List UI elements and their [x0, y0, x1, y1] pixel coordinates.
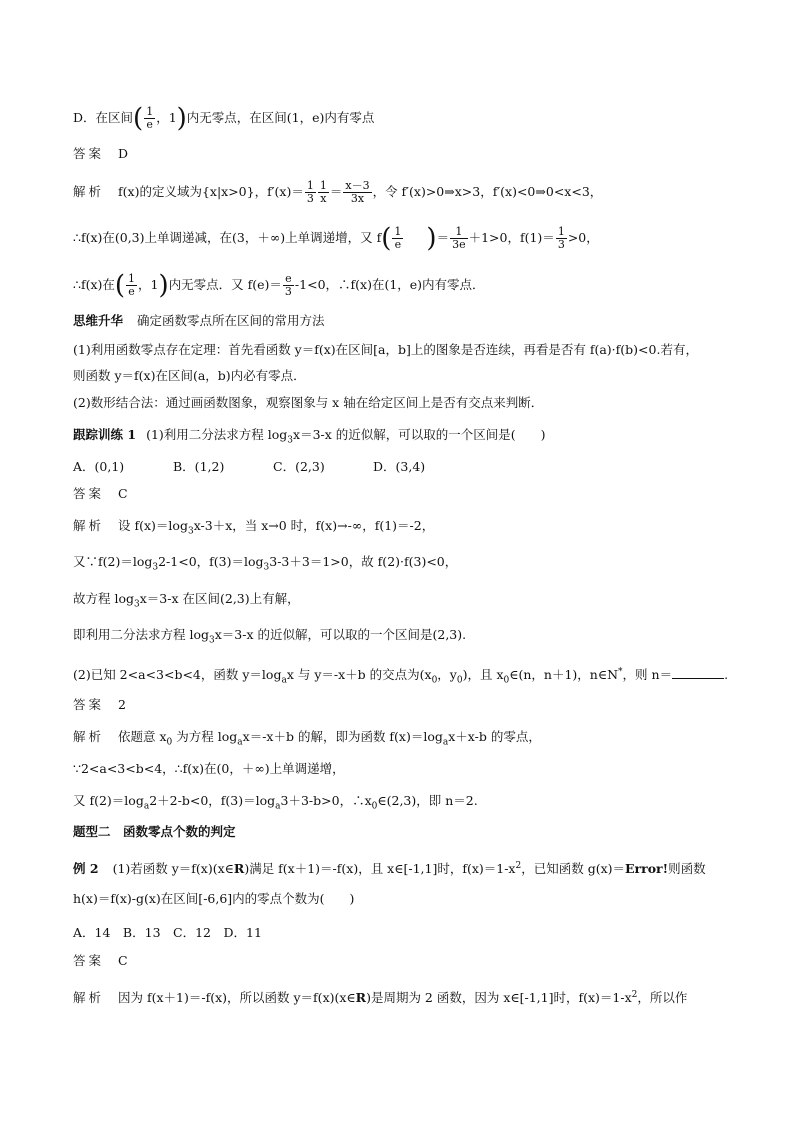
options-line [73, 458, 734, 476]
fraction: $\frac{1}{e}$ [128, 272, 136, 298]
fraction: $\frac{1}{e}$ [394, 225, 402, 251]
question-line: (2)已知 2<a<3<b<4，函数 $y=\log_ax$ 与 y＝-x＋b 的交点为($x_0$，$y_0$)，且 $x_0\in(n$，n＋1)，n∈N*，则 n＝ . [73, 667, 729, 686]
text: 内无零点，在区间(1，e)内有零点 [186, 110, 375, 125]
options-line: A．14 B．13 C．12 D．11 [73, 925, 262, 940]
fraction: $\frac{1}{e}$ [146, 105, 154, 131]
analysis-line: 又 $f(2)=\log_a2+2-b<0$，$f(3)=\log_a3+3-b>0$，$\therefore x_0\in(2,3)$，即 n＝2. [73, 793, 478, 812]
analysis-line: 解析 依题意 $x_0$ 为方程 $\log_ax=-x+b$ 的解，即为函数 $f(x)=\log_ax+x-b$ 的零点， [73, 729, 541, 748]
answer-line [73, 145, 734, 163]
analysis-line: 又$\because f(2)=\log_32-1<0$，$f(3)=\log_33-3+3=1>0$，故 f(2)·f(3)<0， [73, 554, 458, 573]
analysis-line: 解析 f(x)的定义域为{x|x>0}，f′(x)＝ $\frac{1}{3}$ $\frac{1}{x}$ ＝ $\frac{x-3}{3x}$ ，令 f′(x)>0⇒x>3，f′(x)<0⇒0<x<3， [73, 179, 603, 205]
option-a: A．(0,1) [73, 459, 125, 474]
example-line: 例 2 (1)若函数 y＝f(x)(x∈R)满足 f(x＋1)＝-f(x)，且 x∈[-1,1]时，$f(x)=1-x^2$，已知函数 g(x)＝Error!则函数 [73, 861, 706, 877]
method-line: (2)数形结合法：通过画函数图象，观察图象与 x 轴在给定区间上是否有交点来判断． [73, 395, 544, 410]
summary-heading: 思维升华 确定函数零点所在区间的常用方法 [73, 313, 325, 328]
fraction: $\frac{1}{3}$ [306, 179, 314, 205]
option-c: C．(2,3) [273, 459, 325, 474]
answer-label: 答案 [73, 146, 105, 161]
method-line: 则函数 y＝f(x)在区间(a，b)内必有零点． [73, 368, 306, 383]
option-d-line [73, 103, 734, 134]
fraction: $\frac{e}{3}$ [284, 272, 292, 298]
analysis-line: ∴f(x)在(0,3)上单调递减，在(3，＋∞)上单调递增，又 f( $\frac{1}{e}$ )＝ $\frac{1}{3e}$ ＋1>0，f(1)＝ $\frac{1}{3}$ >0， [73, 223, 599, 254]
analysis-line: ∴f(x)在( $\frac{1}{e}$ ，1)内无零点．又 f(e)＝ $\frac{e}{3}$ -1<0，∴f(x)在(1，e)内有零点． [73, 270, 485, 301]
paren: ( [133, 103, 144, 134]
section-title: 题型二 函数零点个数的判定 [73, 824, 236, 839]
analysis-line: 解析 因为 f(x＋1)＝-f(x)，所以函数 y＝f(x)(x∈R)是周期为 2 函数，因为 x∈[-1,1]时，$f(x)=1-x^2$，所以作 [73, 990, 688, 1006]
fraction: $\frac{1}{3e}$ [452, 225, 466, 251]
text: D．在区间 [73, 110, 134, 125]
method-line: (1)利用函数零点存在定理：首先看函数 y＝f(x)在区间[a，b]上的图象是否连续，再看是否有 f(a)·f(b)<0.若有， [73, 342, 698, 357]
analysis-line: 解析 设 $f(x)=\log_3x-3+x$，当 x→0 时，f(x)→-∞，f(1)＝-2， [73, 518, 435, 537]
analysis-line: ∵2<a<3<b<4，∴f(x)在(0，＋∞)上单调递增， [73, 761, 345, 776]
fraction: $\frac{1}{x}$ [319, 179, 327, 205]
answer-blank[interactable] [672, 666, 724, 679]
answer-line: 答案 2 [73, 697, 126, 712]
answer-line: 答案 C [73, 486, 128, 501]
answer-value: D [118, 146, 129, 161]
error-marker: Error! [625, 861, 669, 877]
option-d: D．(3,4) [373, 459, 426, 474]
answer-line: 答案 C [73, 953, 128, 968]
fraction: $\frac{1}{3}$ [557, 225, 565, 251]
exercise-heading: 跟踪训练 1 (1)利用二分法求方程 $\log_3x=3-x$ 的近似解，可以取的一个区间是( ) [73, 427, 546, 446]
text: ，1 [156, 110, 177, 125]
option-b: B．(1,2) [173, 459, 225, 474]
analysis-line: 故方程 $\log_3x=3-x$ 在区间(2,3)上有解， [73, 591, 300, 610]
example-line: h(x)＝f(x)-g(x)在区间[-6,6]内的零点个数为( ) [73, 891, 355, 906]
analysis-label: 解析 [73, 184, 105, 199]
analysis-line: 即利用二分法求方程 $\log_3x=3-x$ 的近似解，可以取的一个区间是(2,3). [73, 627, 467, 646]
paren: ) [176, 103, 187, 134]
fraction: $\frac{x-3}{3x}$ [345, 179, 370, 205]
